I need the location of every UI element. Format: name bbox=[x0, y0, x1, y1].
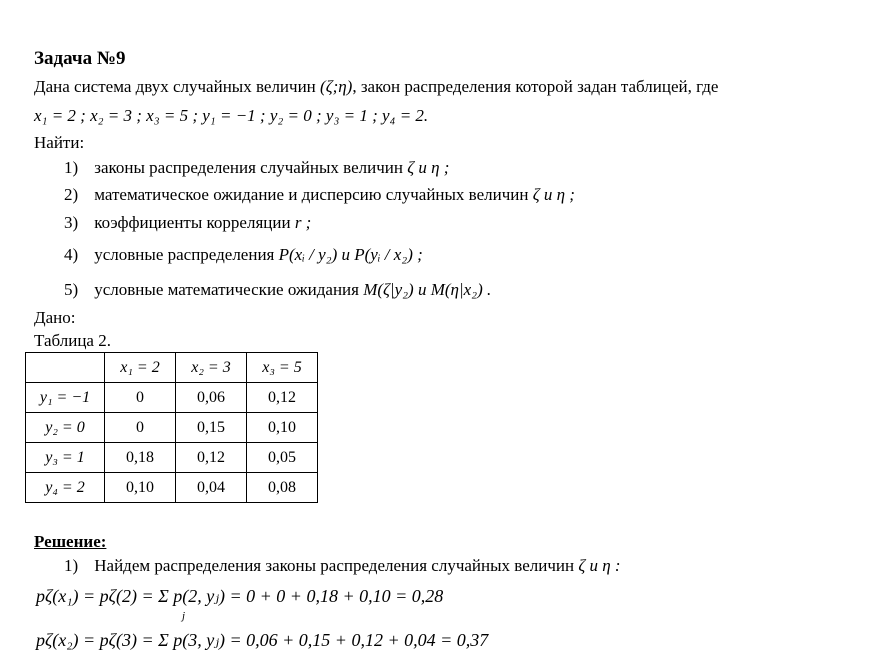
table-caption: Таблица 2. bbox=[34, 331, 111, 350]
intro-text: Дана система двух случайных величин bbox=[34, 77, 316, 96]
distribution-table bbox=[25, 352, 318, 503]
table-cell: 0,04 bbox=[176, 473, 247, 503]
table-header-cell: x₃ = 5 bbox=[247, 353, 318, 383]
table-cell: 0,12 bbox=[176, 443, 247, 473]
table-cell: 0 bbox=[105, 383, 176, 413]
task-title: Задача №9 bbox=[34, 48, 126, 69]
table-corner-cell bbox=[26, 353, 105, 383]
table-row-header: y₃ = 1 bbox=[26, 443, 105, 473]
table-header-cell: x₂ = 3 bbox=[176, 353, 247, 383]
formula-1-sum-index: j bbox=[182, 610, 186, 622]
table-header-cell: x₁ = 2 bbox=[105, 353, 176, 383]
table-row bbox=[26, 383, 318, 413]
find-item-5: 5) условные математические ожидания M(ζ|y₂) и M(η|x₂) . bbox=[64, 280, 492, 299]
table-cell: 0,18 bbox=[105, 443, 176, 473]
table-cell: 0,10 bbox=[247, 413, 318, 443]
formula-2: pζ(x₂) = pζ(3) = Σ p(3, yⱼ) = 0,06 + 0,15 + 0,12 + 0,04 = 0,37 bbox=[36, 630, 489, 650]
task-intro bbox=[34, 77, 718, 97]
table-row bbox=[26, 413, 318, 443]
table-row-header: y₁ = −1 bbox=[26, 383, 105, 413]
table-row-header: y₂ = 0 bbox=[26, 413, 105, 443]
table-cell: 0,12 bbox=[247, 383, 318, 413]
table-header-row bbox=[26, 353, 318, 383]
table-cell: 0,06 bbox=[176, 383, 247, 413]
table-cell: 0,10 bbox=[105, 473, 176, 503]
table-cell: 0,08 bbox=[247, 473, 318, 503]
table-cell: 0,15 bbox=[176, 413, 247, 443]
find-item-1: 1) законы распределения случайных величин ζ и η ; bbox=[64, 158, 450, 177]
given-label: Дано: bbox=[34, 308, 76, 327]
formula-1: pζ(x₁) = pζ(2) = Σ p(2, yⱼ) = 0 + 0 + 0,18 + 0,10 = 0,28 bbox=[36, 586, 444, 606]
table-cell: 0,05 bbox=[247, 443, 318, 473]
find-item-4: 4) условные распределения P(xᵢ / y₂) и P(yᵢ / x₂) ; bbox=[64, 245, 423, 264]
table-row bbox=[26, 473, 318, 503]
values-line: x₁ = 2 ; x₂ = 3 ; x₃ = 5 ; y₁ = −1 ; y₂ = 0 ; y₃ = 1 ; y₄ = 2. bbox=[34, 106, 429, 125]
find-item-2: 2) математическое ожидание и дисперсию случайных величин ζ и η ; bbox=[64, 185, 575, 204]
intro-text-after: , закон распределения которой задан таблицей, где bbox=[352, 77, 719, 96]
solution-step-1: 1) Найдем распределения законы распределения случайных величин ζ и η : bbox=[64, 556, 621, 575]
solution-heading: Решение: bbox=[34, 532, 107, 551]
table-row bbox=[26, 443, 318, 473]
intro-vars: (ζ;η) bbox=[320, 77, 353, 96]
table-row-header: y₄ = 2 bbox=[26, 473, 105, 503]
find-item-3: 3) коэффициенты корреляции r ; bbox=[64, 213, 312, 232]
table-cell: 0 bbox=[105, 413, 176, 443]
find-label: Найти: bbox=[34, 133, 85, 152]
